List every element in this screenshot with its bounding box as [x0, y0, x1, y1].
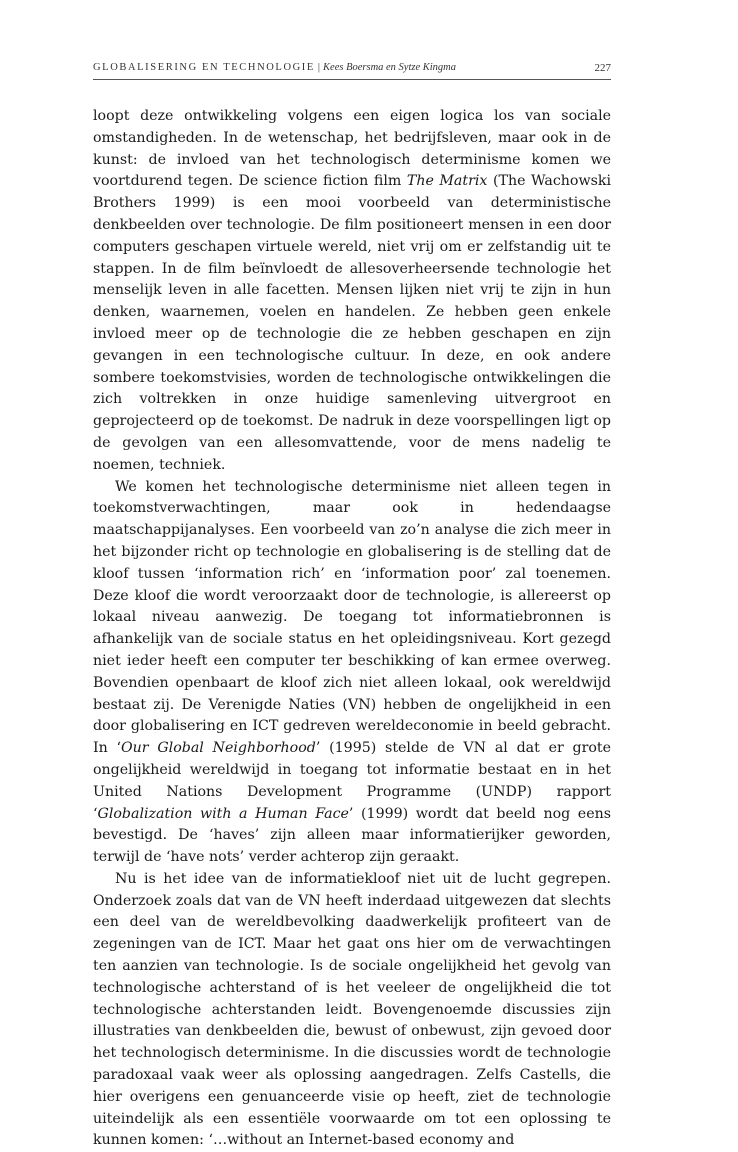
paragraph-1-text-2: (The Wachowski Brothers 1999) is een mooi voorbeeld van deterministische denkbeelden over technologie. De film positioneert mensen in een door computers geschapen virtuele wereld, niet vrij om er zelfstandig uit te stappen. In de film beïnvloedt de allesoverheersende technologie het menselijk leven in alle facetten. Mensen lijken niet vrij te zijn in hun denken, waarnemen, voelen en handelen. Ze hebben geen enkele invloed meer op de technologie die ze hebben geschapen en zijn gevangen in een technologische cultuur. In deze, en ook andere sombere toekomstvisies, worden de technologische ontwikkelingen die zich voltrekken in onze huidige samenleving uitvergroot en geprojecteerd op de toekomst. De nadruk in deze voorspellingen ligt op de gevolgen van een allesomvattende, voor de mens nadelig te noemen, techniek. — [93, 173, 612, 473]
header-separator: | — [317, 62, 321, 73]
header-rule — [93, 79, 611, 80]
paragraph-3-text-1: Nu is het idee van de informatiekloof niet uit de lucht gegrepen. Onderzoek zoals dat van de VN heeft inderdaad uitgewezen dat slechts een deel van de wereldbevolking daadwerkelijk profiteert van de zegeningen van de ICT. Maar het gaat ons hier om de verwachtingen ten aanzien van technologie. Is de sociale ongelijkheid het gevolg van technologische achterstand of is het veeleer de ongelijkheid die tot technologische achterstanden leidt. Bovengenoemde discussies zijn illustraties van denkbeelden die, bewust of onbewust, zijn gevoed door het technologisch determinisme. In die discussies wordt de technologie paradoxaal vaak weer als oplossing aangedragen. Zelfs Castells, die hier overigens een genuanceerde visie op heeft, ziet de technologie uiteindelijk als een essentiële voorwaarde om tot een oplossing te kunnen komen: ‘…without an Internet-based economy and — [93, 870, 611, 1149]
paragraph-3 — [93, 869, 611, 1152]
report-title-our-global-neighborhood: Our Global Neighborhood — [121, 740, 316, 757]
paragraph-2-text-2: ’ (1995) stelde de VN al dat er grote ongelijkheid wereldwijd in toegang tot informatie bestaat en in het United Nations Development Programme (UNDP) rapport ‘ — [93, 740, 612, 822]
paragraph-2-text-1: We komen het technologische determinisme niet alleen tegen in toekomstverwachtingen, maar ook in hedendaagse maatschappijanalyses. Een voorbeeld van zo’n analyse die zich meer in het bijzonder richt op technologie en globalisering is de stelling dat de kloof tussen ‘information rich’ en ‘information poor’ zal toenemen. Deze kloof die wordt veroorzaakt door de technologie, is allereerst op lokaal niveau aanwezig. De toegang tot informatiebronnen is afhankelijk van de sociale status en het opleidingsniveau. Kort gezegd niet ieder heeft een computer ter beschikking of kan ermee overweg. Bovendien openbaart de kloof zich niet alleen lokaal, ook wereldwijd bestaat zij. De Verenigde Naties (VN) hebben de ongelijkheid in een door globalisering en ICT gedreven wereldeconomie in beeld gebracht. In ‘ — [93, 478, 611, 757]
film-title-the-matrix: The Matrix — [406, 173, 488, 190]
section-title: GLOBALISERING EN TECHNOLOGIE — [93, 62, 315, 73]
header-authors: Kees Boersma en Sytze Kingma — [323, 62, 457, 73]
body-text — [93, 106, 611, 1152]
paragraph-1 — [93, 106, 611, 477]
page-number: 227 — [594, 62, 611, 74]
report-title-globalization-human-face: Globalization with a Human Face — [97, 805, 349, 822]
paragraph-2-text-3: ’ (1999) wordt dat beeld nog eens bevestigd. De ‘haves’ zijn alleen maar informatierijker geworden, terwijl de ‘have nots’ verder achterop zijn geraakt. — [93, 805, 612, 866]
running-header — [93, 62, 611, 80]
paragraph-2 — [93, 477, 611, 869]
paragraph-1-text-1: loopt deze ontwikkeling volgens een eigen logica los van sociale omstandigheden. In de wetenschap, het bedrijfsleven, maar ook in de kunst: de invloed van het technologisch determinisme komen we voortdurend tegen. De science fiction film — [93, 108, 611, 190]
running-title — [93, 62, 456, 73]
